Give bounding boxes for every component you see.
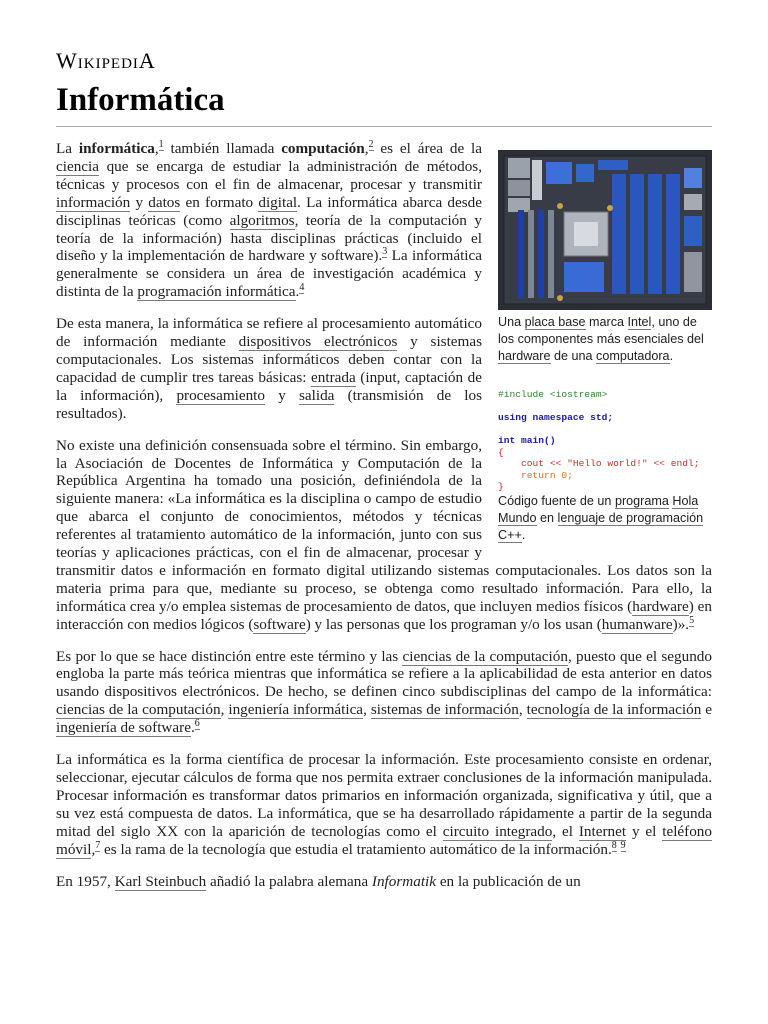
paragraph-history: En 1957, Karl Steinbuch añadió la palabra alemana Informatik en la publicación de un bbox=[56, 872, 581, 890]
link-salida[interactable]: salida bbox=[298, 386, 335, 404]
code-caption: Código fuente de un programa Hola Mundo en lenguaje de programación C++. bbox=[498, 494, 704, 542]
link-software[interactable]: software bbox=[253, 615, 306, 633]
term-computacion: computación bbox=[281, 140, 365, 157]
paragraph-subdisciplines: Es por lo que se hace distinción entre este término y las ciencias de la computación, puesto que el segundo engloba la parte más teórica mientras que informática se refiere a la aplicabilidad de esta anterior en datos usando dispositivos electrónicos. De hecho, se definen cinco subdisciplinas del campo de la informática: ciencias de la computación, ingeniería informática, sistemas de información, tecnología de la información e ingeniería de software.$^6$ bbox=[56, 647, 713, 737]
code-line: { bbox=[498, 446, 504, 458]
link-lenguaje-programacion[interactable]: lenguaje de programación bbox=[557, 511, 704, 525]
paragraph-processing: De esta manera, la informática se refiere al procesamiento automático de información mediante dispositivos electrónicos y sistemas computacionales. Los sistemas informáticos deben contar con la capacidad de cumplir tres tareas básicas: entrada (input, captación de la información), procesamiento y salida (transmisión de los resultados). bbox=[56, 315, 483, 422]
wordmark-final: A bbox=[138, 48, 156, 73]
term-informatica: informática bbox=[78, 140, 155, 157]
link-internet[interactable]: Internet bbox=[578, 822, 627, 840]
link-ingenieria-software[interactable]: ingeniería de software bbox=[56, 719, 191, 737]
link-ciencias-computacion-2[interactable]: ciencias de la computación bbox=[56, 701, 221, 719]
link-entrada[interactable]: entrada bbox=[311, 368, 356, 386]
link-algoritmos[interactable]: algoritmos bbox=[229, 211, 295, 229]
code-line: return 0; bbox=[498, 469, 573, 481]
link-tecnologia-informacion[interactable]: tecnología de la información bbox=[526, 701, 702, 719]
wikipedia-wordmark[interactable] bbox=[56, 48, 156, 74]
link-computadora[interactable]: computadora bbox=[596, 349, 670, 363]
link-intel[interactable]: Intel bbox=[627, 315, 652, 329]
code-line: } bbox=[498, 481, 504, 492]
link-cpp[interactable]: C++ bbox=[498, 528, 522, 542]
link-hardware[interactable]: hardware bbox=[632, 597, 689, 615]
link-dispositivos-electronicos[interactable]: dispositivos electrónicos bbox=[238, 333, 398, 351]
link-procesamiento[interactable]: procesamiento bbox=[176, 386, 265, 404]
link-datos[interactable]: datos bbox=[148, 193, 181, 211]
link-informacion[interactable]: información bbox=[56, 193, 131, 211]
link-placa-base[interactable]: placa base bbox=[524, 315, 586, 329]
ref-1[interactable]: 1 bbox=[158, 138, 164, 150]
title-divider bbox=[56, 126, 712, 127]
link-sistemas-informacion[interactable]: sistemas de información bbox=[370, 701, 519, 719]
wordmark-middle: ikipedi bbox=[77, 48, 139, 73]
link-karl-steinbuch[interactable]: Karl Steinbuch bbox=[114, 872, 207, 890]
code-line: cout << "Hello world!" << endl; bbox=[498, 458, 700, 469]
article-body bbox=[56, 140, 712, 904]
wordmark-initial: W bbox=[56, 48, 78, 73]
link-programa[interactable]: programa bbox=[614, 494, 669, 508]
paragraph-scientific: La informática es la forma científica de procesar la información. Este procesamiento consiste en ordenar, seleccionar, ejecutar cálculos de forma que nos permita extraer conclusiones de la información manipulada. Procesar información es transformar datos primarios en información organizada, significativa y útil, que a su vez está compuesta de datos. La informática, que se ha desarrollado rápidamente a partir de la segunda mitad del siglo XX con la aparición de tecnologías como el circuito integrado, el Internet y el teléfono móvil,$^7$ es la rama de la tecnología que estudia el tratamiento automático de la información.$^8$ $^9$ bbox=[56, 751, 712, 858]
ref-3[interactable]: 3 bbox=[382, 246, 388, 258]
ref-4[interactable]: 4 bbox=[299, 282, 305, 294]
ref-6[interactable]: 6 bbox=[194, 718, 200, 730]
link-telefono-movil[interactable]: teléfono móvil bbox=[56, 822, 712, 858]
code-line: #include <iostream> bbox=[498, 389, 608, 400]
paragraph-intro: La informática,$^1$ también llamada computación,$^2$ es el área de la ciencia que se encarga de estudiar la administración de métodos, técnicas y procesos con el fin de almacenar, procesar y transmitir información y datos en formato digital. La informática abarca desde disciplinas teóricas (como algoritmos, teoría de la computación y teoría de la información) hasta disciplinas prácticas (incluido el diseño y la implementación de hardware y software).$^3$ La informática generalmente se considera un área de investigación académica y distinta de la programación informática.$^4$ bbox=[56, 138, 482, 301]
page-title: Informática bbox=[56, 82, 225, 118]
code-image[interactable] bbox=[498, 387, 712, 492]
motherboard-graphic bbox=[498, 150, 712, 310]
link-programacion-informatica[interactable]: programación informática bbox=[137, 283, 296, 301]
paragraph-definition: No existe una definición consensuada sobre el término. Sin embargo, la Asociación de Docentes de Informática y Computación de la República Argentina ha tomado una posición, definiéndola de la siguiente manera: «La informática es la disciplina o campo de estudio que abarca el conjunto de conocimientos, métodos y técnicas referentes al tratamiento automático de la información, junto con sus teorías y aplicaciones prácticas, con el fin de almacenar, procesar y transmitir datos e información en formato digital utilizando sistemas computacionales. Los datos son la materia prima para que, mediante su proceso, se obtenga como resultado información. Para ello, la informática crea y/o emplea sistemas de procesamiento de datos, que incluyen medios físicos (hardware) en interacción con medios lógicos (software) y las personas que los programan y/o los usan (humanware)».$^5$ bbox=[56, 436, 712, 633]
link-humanware[interactable]: humanware bbox=[601, 615, 673, 633]
code-line: int main() bbox=[498, 435, 556, 446]
ref-2[interactable]: 2 bbox=[368, 138, 374, 150]
code-line: using namespace std; bbox=[498, 412, 614, 423]
motherboard-caption: Una placa base marca Intel, uno de los componentes más esenciales del hardware de una computadora. bbox=[498, 315, 704, 363]
ref-8[interactable]: 8 bbox=[611, 839, 617, 851]
link-ingenieria-informatica[interactable]: ingeniería informática bbox=[228, 701, 364, 719]
code-figure bbox=[498, 387, 712, 544]
link-hola-mundo[interactable]: Hola Mundo bbox=[498, 494, 699, 525]
link-circuito-integrado[interactable]: circuito integrado bbox=[442, 822, 553, 840]
ref-5[interactable]: 5 bbox=[689, 614, 695, 626]
link-ciencia[interactable]: ciencia bbox=[56, 157, 99, 175]
link-digital[interactable]: digital bbox=[258, 193, 298, 211]
motherboard-image[interactable] bbox=[498, 150, 712, 310]
link-hardware-caption[interactable]: hardware bbox=[498, 349, 551, 363]
term-informatik: Informatik bbox=[371, 872, 437, 890]
motherboard-figure bbox=[498, 150, 712, 544]
ref-9[interactable]: 9 bbox=[620, 839, 626, 851]
link-ciencias-computacion[interactable]: ciencias de la computación bbox=[402, 647, 568, 665]
ref-7[interactable]: 7 bbox=[95, 839, 101, 851]
